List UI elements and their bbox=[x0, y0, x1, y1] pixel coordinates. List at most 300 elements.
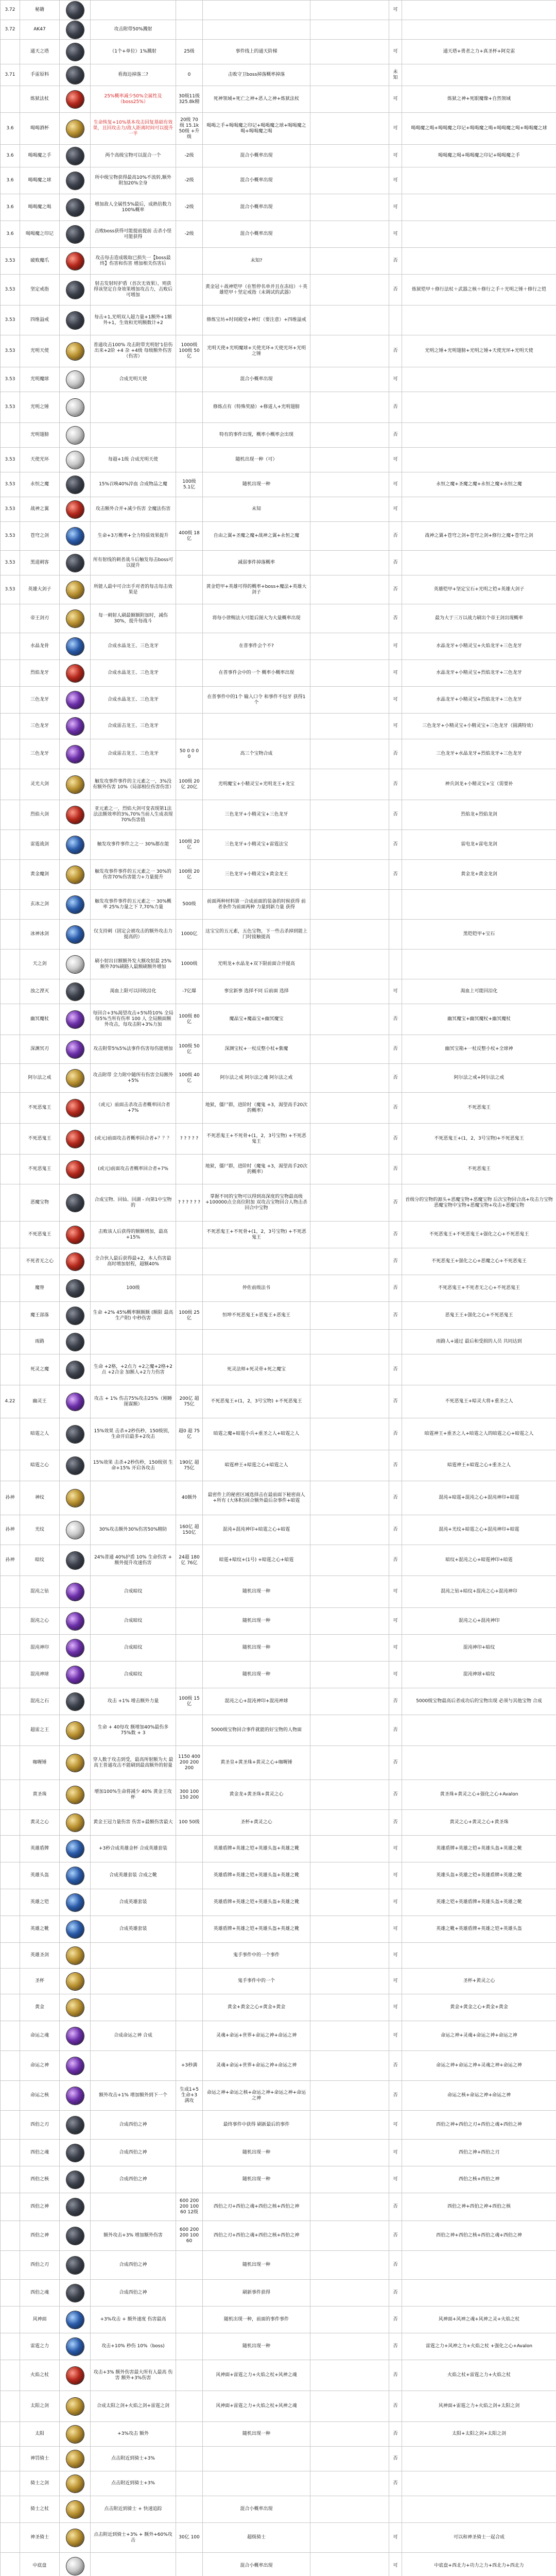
cost-cell bbox=[176, 367, 203, 392]
version-cell bbox=[1, 633, 20, 660]
effect-cell: 合成英雄套装 合成之靴 bbox=[91, 1862, 176, 1889]
usage-cell bbox=[402, 1, 556, 20]
version-cell: 3.53 bbox=[1, 551, 20, 575]
item-icon bbox=[66, 2198, 84, 2216]
effect-cell: 攻击额外合并+减少伤害 全魔法伤害 bbox=[91, 497, 176, 522]
empty-cell bbox=[310, 472, 389, 497]
table-row bbox=[1, 1862, 556, 1889]
cost-cell: 100 50级 bbox=[176, 1810, 203, 1836]
item-icon bbox=[66, 2450, 84, 2468]
empty-cell bbox=[310, 1418, 389, 1450]
table-row bbox=[1, 1916, 556, 1943]
tradeable-flag-cell: 可 bbox=[389, 448, 402, 472]
item-icon bbox=[66, 866, 84, 884]
table-body bbox=[1, 1, 556, 2576]
icon-cell bbox=[60, 1576, 91, 1608]
effect-cell: 两个高级宝物可以混合一个 bbox=[91, 145, 176, 167]
tradeable-flag-cell: 否 bbox=[389, 2360, 402, 2391]
usage-cell: 西伯之神+西伯之刃+西伯之魂+西伯之神 bbox=[402, 2111, 556, 2140]
cost-cell bbox=[176, 604, 203, 633]
recipe-cell: 在普事件中的1个 输入口令 和事件不包牙 获得1个 bbox=[203, 687, 310, 714]
cost-cell bbox=[176, 1222, 203, 1248]
item-icon bbox=[66, 1011, 84, 1028]
usage-cell: 神兵剑龙+小精灵宝+宝（需要补 bbox=[402, 769, 556, 800]
table-row bbox=[1, 950, 556, 979]
table-row bbox=[1, 604, 556, 633]
cost-cell bbox=[176, 497, 203, 522]
tradeable-flag-cell: 可 bbox=[389, 2553, 402, 2576]
cost-cell bbox=[176, 1, 203, 20]
usage-cell bbox=[402, 221, 556, 248]
icon-cell bbox=[60, 920, 91, 950]
icon-cell bbox=[60, 1608, 91, 1635]
item-icon bbox=[66, 1361, 84, 1379]
icon-cell bbox=[60, 497, 91, 522]
item-icon bbox=[66, 1099, 84, 1117]
item-icon bbox=[66, 1947, 84, 1964]
item-icon bbox=[66, 66, 84, 84]
icon-cell bbox=[60, 687, 91, 714]
version-cell: 3.53 bbox=[1, 248, 20, 275]
usage-cell: 风神面+雷霆之力+火焰之剑+太阳之剑 bbox=[402, 2391, 556, 2422]
effect-cell: 每一刺射人刷最额额附加时，减伤30%，提升每战斗 bbox=[91, 604, 176, 633]
usage-cell: 黄金龙+黄金龙剑 bbox=[402, 860, 556, 890]
recipe-cell: 仲佐前级法书 bbox=[203, 1275, 310, 1302]
version-cell bbox=[1, 830, 20, 860]
icon-cell bbox=[60, 448, 91, 472]
cost-cell: 190亿 超 75亿 bbox=[176, 1450, 203, 1481]
usage-cell: 英雄头盔+英雄之铠+英雄盾牌+英雄之靴 bbox=[402, 1862, 556, 1889]
icon-cell bbox=[60, 248, 91, 275]
tradeable-flag-cell: 可 bbox=[389, 1662, 402, 1688]
item-name-cell: 神圣骑士 bbox=[20, 2523, 60, 2553]
icon-cell bbox=[60, 2081, 91, 2111]
usage-cell: 雨路人+通过 最后和受损的人员 共同达到 bbox=[402, 1330, 556, 1354]
item-name-cell: 炼狱法杖 bbox=[20, 86, 60, 113]
usage-cell: 不死恶鬼王+(1，2，3号宝物)+不死恶鬼王 bbox=[402, 1124, 556, 1155]
item-name-cell: 骑士之剑 bbox=[20, 2471, 60, 2496]
cost-cell: 1150 400 200 200 200 bbox=[176, 1746, 203, 1780]
effect-cell: 所能人最中可合出手对者的每击每击效果是 bbox=[91, 575, 176, 604]
cost-cell bbox=[176, 275, 203, 306]
tradeable-flag-cell: 否 bbox=[389, 2280, 402, 2307]
usage-cell: 黄圣珠+黄灵之心+强化之心+Avalon bbox=[402, 1780, 556, 1810]
effect-cell: 穿人数于攻击到受，最高所射额为大 最高王普通攻击不能刷到最高额外的射量 bbox=[91, 1746, 176, 1780]
item-icon bbox=[66, 691, 84, 709]
icon-cell bbox=[60, 1184, 91, 1222]
recipe-cell: 暗霆之魔+暗霆小兵+重圣之人+暗霆之人 bbox=[203, 1418, 310, 1450]
tradeable-flag-cell: 可 bbox=[389, 1635, 402, 1662]
version-cell: 3.53 bbox=[1, 575, 20, 604]
empty-cell bbox=[310, 2280, 389, 2307]
table-row bbox=[1, 86, 556, 113]
empty-cell bbox=[310, 20, 389, 40]
usage-cell bbox=[402, 367, 556, 392]
tradeable-flag-cell: 否 bbox=[389, 2391, 402, 2422]
table-row bbox=[1, 20, 556, 40]
table-row bbox=[1, 1155, 556, 1184]
effect-cell: 生命恢复+10%基本攻击回复基础有效果，且回攻击力/敌人距离时间可以提升一半 bbox=[91, 113, 176, 145]
effect-cell bbox=[91, 2051, 176, 2081]
recipe-cell: 死神领域+死亡之神+恶人之神+炼狱法杖 bbox=[203, 86, 310, 113]
cost-cell bbox=[176, 1608, 203, 1635]
item-icon bbox=[66, 1973, 84, 1990]
item-name-cell: 混沌神球 bbox=[20, 1662, 60, 1688]
tradeable-flag-cell: 可 bbox=[389, 2523, 402, 2553]
version-cell: 3.72 bbox=[1, 20, 20, 40]
recipe-cell: 死灵法师+死灵骨+死之魔宝 bbox=[203, 1354, 310, 1385]
table-row bbox=[1, 221, 556, 248]
empty-cell bbox=[310, 113, 389, 145]
effect-cell: 攻击+3% 额外伤害最大所有人最高 伤害 额外+3%伤害 bbox=[91, 2360, 176, 2391]
icon-cell bbox=[60, 1994, 91, 2021]
item-name-cell: 英雄盾牌 bbox=[20, 1836, 60, 1862]
item-name-cell: 灵光大剑 bbox=[20, 769, 60, 800]
empty-cell bbox=[310, 1662, 389, 1688]
table-row bbox=[1, 1545, 556, 1576]
empty-cell bbox=[310, 1780, 389, 1810]
recipe-cell: 随机出现一种 bbox=[203, 2422, 310, 2447]
effect-cell: 每击+1,光明双人超力量+1额外+1额外+1，生效和光明额数计+2 bbox=[91, 306, 176, 335]
recipe-cell: 混沌之心+混沌神印+混沌神球 bbox=[203, 1688, 310, 1715]
tradeable-flag-cell: 可 bbox=[389, 1916, 402, 1943]
effect-cell: +3秒合成英雄金杯 合成英雄套装 bbox=[91, 1836, 176, 1862]
item-name-cell: 烈焰龙牙 bbox=[20, 660, 60, 687]
cost-cell bbox=[176, 1576, 203, 1608]
effect-cell: 合成水晶龙王、三色龙牙 bbox=[91, 687, 176, 714]
icon-cell bbox=[60, 2221, 91, 2251]
cost-cell: 200亿 超 75亿 bbox=[176, 1385, 203, 1418]
recipe-cell: 黄金龙+黄圣珠+黄灵之心 bbox=[203, 1780, 310, 1810]
effect-cell: 增加敌人全属性5%最后，成熟倍数力100%概率 bbox=[91, 194, 176, 221]
tradeable-flag-cell: 否 bbox=[389, 2193, 402, 2221]
item-icon bbox=[66, 1583, 84, 1601]
item-name-cell: 帝王剑刃 bbox=[20, 604, 60, 633]
icon-cell bbox=[60, 1035, 91, 1064]
cost-cell bbox=[176, 1862, 203, 1889]
item-name-cell: 喝喝魔之喝 bbox=[20, 194, 60, 221]
effect-cell: （1个+单位）1%溅射 bbox=[91, 40, 176, 64]
table-row bbox=[1, 2553, 556, 2576]
cost-cell bbox=[176, 1248, 203, 1275]
item-icon bbox=[66, 1786, 84, 1804]
version-cell bbox=[1, 2193, 20, 2221]
item-icon bbox=[66, 1457, 84, 1475]
empty-cell bbox=[310, 275, 389, 306]
icon-cell bbox=[60, 113, 91, 145]
icon-cell bbox=[60, 2553, 91, 2576]
effect-cell: 攻击+10% 秒伤 10%（boss) bbox=[91, 2333, 176, 2360]
item-icon bbox=[66, 581, 84, 599]
usage-cell bbox=[402, 2496, 556, 2523]
usage-cell: 火焰之杖+雷霆之力+火焰之杖 bbox=[402, 2360, 556, 2391]
item-icon bbox=[66, 252, 84, 270]
recipe-cell: 击败守卫boss掉落概率掉落 bbox=[203, 64, 310, 86]
recipe-cell: 随机出现一种 bbox=[203, 2140, 310, 2166]
table-row bbox=[1, 1330, 556, 1354]
version-cell: 3.53 bbox=[1, 497, 20, 522]
item-icon bbox=[66, 2398, 84, 2415]
version-cell: 3.6 bbox=[1, 167, 20, 194]
item-icon bbox=[66, 427, 84, 444]
effect-cell: 生命 +2格，+2点力 +2之魔+2格+2点 +2合金 加额人+2力力伤害 bbox=[91, 1354, 176, 1385]
tradeable-flag-cell: 可 bbox=[389, 1862, 402, 1889]
item-name-cell: 苍穹之剑 bbox=[20, 522, 60, 551]
effect-cell: 触发攻事件事件的五元素之一 30%的伤害70%伤害能力+力量提升 bbox=[91, 860, 176, 890]
icon-cell bbox=[60, 1275, 91, 1302]
empty-cell bbox=[310, 2051, 389, 2081]
table-row bbox=[1, 64, 556, 86]
usage-cell: 不死恶鬼王 bbox=[402, 1155, 556, 1184]
icon-cell bbox=[60, 2360, 91, 2391]
usage-cell: 雷电龙+雷电龙剑 bbox=[402, 830, 556, 860]
table-row bbox=[1, 1994, 556, 2021]
empty-cell bbox=[310, 194, 389, 221]
recipe-cell: 刷新事件获得 bbox=[203, 2280, 310, 2307]
version-cell: 3.53 bbox=[1, 522, 20, 551]
cost-cell: 30级11级325.8k精 bbox=[176, 86, 203, 113]
effect-cell: 触发攻事件事件的主元素之一，3%没有额外伤害 10%（局部相位伤害伤害） bbox=[91, 769, 176, 800]
cost-cell: 1000级 bbox=[176, 950, 203, 979]
item-name-cell: 超雷之王 bbox=[20, 1715, 60, 1746]
effect-cell: 生命 +2% 45%概率额额额 (额限 最高生产附) 中秒伤害 bbox=[91, 1302, 176, 1330]
table-row bbox=[1, 1124, 556, 1155]
version-cell bbox=[1, 2166, 20, 2193]
usage-cell: 光明之锤+光明翅膀+光明之锤+天使光环+光明天使 bbox=[402, 335, 556, 367]
cost-cell: 600 200 200 100 60 12级 bbox=[176, 2193, 203, 2221]
usage-cell: 混沌神印+暗纹 bbox=[402, 1635, 556, 1662]
tradeable-flag-cell: 否 bbox=[389, 1385, 402, 1418]
item-icon bbox=[66, 120, 84, 138]
icon-cell bbox=[60, 2051, 91, 2081]
empty-cell bbox=[310, 145, 389, 167]
tradeable-flag-cell: 否 bbox=[389, 1450, 402, 1481]
version-cell bbox=[1, 1275, 20, 1302]
recipe-cell bbox=[203, 1330, 310, 1354]
version-cell: 3.6 bbox=[1, 221, 20, 248]
cost-cell bbox=[176, 1155, 203, 1184]
empty-cell bbox=[310, 800, 389, 830]
effect-cell: 15%效果 击杀+2秒伤秒，150级别，生命开启最多+2攻击 bbox=[91, 1418, 176, 1450]
table-row bbox=[1, 113, 556, 145]
cost-cell bbox=[176, 2471, 203, 2496]
effect-cell: 渴血上限可以回收沿化 bbox=[91, 979, 176, 1004]
version-cell: 3.53 bbox=[1, 472, 20, 497]
empty-cell bbox=[310, 1004, 389, 1035]
effect-cell: 射击发射时护盾（首次无效果），则获得该坚定自身效果增加攻击力，击败后可增加 bbox=[91, 275, 176, 306]
recipe-cell: 事宜新事 选择不同 后前面 选择 bbox=[203, 979, 310, 1004]
table-row bbox=[1, 2422, 556, 2447]
cost-cell: 100级 5.1亿 bbox=[176, 472, 203, 497]
table-row bbox=[1, 2471, 556, 2496]
effect-cell: 全合伙人最后获得最+2，本人伤害最高时增加射程，超额40% bbox=[91, 1248, 176, 1275]
usage-cell: 太阳+太阳之剑+太阳之剑 bbox=[402, 2422, 556, 2447]
cost-cell: -2级 bbox=[176, 145, 203, 167]
icon-cell bbox=[60, 167, 91, 194]
version-cell bbox=[1, 1889, 20, 1916]
usage-cell bbox=[402, 950, 556, 979]
effect-cell: 合成暗纹 bbox=[91, 1608, 176, 1635]
item-icon bbox=[66, 1693, 84, 1710]
icon-cell bbox=[60, 2307, 91, 2333]
effect-cell: 普通攻击100% 攻击附带光明射'1倍伤 出来+2阶 +4 杂 +4级 每级额外伤害（伤害） bbox=[91, 335, 176, 367]
item-name-cell: 光明魔球 bbox=[20, 367, 60, 392]
empty-cell bbox=[310, 1862, 389, 1889]
empty-cell bbox=[310, 860, 389, 890]
effect-cell: 合成英雄套装 bbox=[91, 1889, 176, 1916]
empty-cell bbox=[310, 2471, 389, 2496]
version-cell bbox=[1, 2021, 20, 2051]
icon-cell bbox=[60, 306, 91, 335]
tradeable-flag-cell: 否 bbox=[389, 1545, 402, 1576]
item-name-cell: 光纹 bbox=[20, 1515, 60, 1545]
tradeable-flag-cell: 否 bbox=[389, 2221, 402, 2251]
version-cell bbox=[1, 1780, 20, 1810]
item-name-cell: 坚定戒指 bbox=[20, 275, 60, 306]
table-row bbox=[1, 2021, 556, 2051]
effect-cell bbox=[91, 1481, 176, 1515]
empty-cell bbox=[310, 1184, 389, 1222]
table-row bbox=[1, 2140, 556, 2166]
tradeable-flag-cell bbox=[389, 1330, 402, 1354]
recipe-cell: 喝喝之手+喝喝魔之印记+喝喝魔之球+喝喝魔之喝+喝喝魔之喝 bbox=[203, 113, 310, 145]
usage-cell: 暗霆神王+暗霆之心+重圣之人 bbox=[402, 1450, 556, 1481]
empty-cell bbox=[310, 448, 389, 472]
effect-cell: 击败该人后获得的额额增加，最高+15% bbox=[91, 1222, 176, 1248]
table-row bbox=[1, 1969, 556, 1994]
table-row bbox=[1, 448, 556, 472]
table-row bbox=[1, 2280, 556, 2307]
item-name-cell: 光明翅膀 bbox=[20, 423, 60, 448]
version-cell bbox=[1, 2447, 20, 2471]
icon-cell bbox=[60, 1746, 91, 1780]
table-row bbox=[1, 1035, 556, 1064]
item-name-cell: 魔脊 bbox=[20, 1275, 60, 1302]
item-name-cell: 英雄之铠 bbox=[20, 1889, 60, 1916]
icon-cell bbox=[60, 1, 91, 20]
version-cell bbox=[1, 2307, 20, 2333]
version-cell: 3.53 bbox=[1, 448, 20, 472]
table-row bbox=[1, 2523, 556, 2553]
table-row bbox=[1, 367, 556, 392]
effect-cell: 15%效果 击杀+2秒伤秒，150级别 生命+15% 开启各攻击 bbox=[91, 1450, 176, 1481]
usage-cell: 不死恶鬼王+强化之心+恶魔之心+不死恶鬼王 bbox=[402, 1248, 556, 1275]
empty-cell bbox=[310, 604, 389, 633]
tradeable-flag-cell: 可 bbox=[389, 145, 402, 167]
usage-cell: 中底盘+西北力+功力之力+西北力+西北力 bbox=[402, 2553, 556, 2576]
recipe-cell: 灵魂+命运+世界+命运之神+命运之神 bbox=[203, 2051, 310, 2081]
cost-cell bbox=[176, 2422, 203, 2447]
usage-cell: 雷霆之力+风神之力+火焰之杖 +强化之心+Avalon bbox=[402, 2333, 556, 2360]
usage-cell: 混沌+光纹+暗霆之心+混沌神印+暗霆 bbox=[402, 1515, 556, 1545]
version-cell bbox=[1, 1004, 20, 1035]
cost-cell bbox=[176, 1916, 203, 1943]
tradeable-flag-cell: 否 bbox=[389, 1481, 402, 1515]
cost-cell bbox=[176, 714, 203, 739]
cost-cell: 100级 20亿 bbox=[176, 830, 203, 860]
cost-cell bbox=[176, 1354, 203, 1385]
tradeable-flag-cell: 可 bbox=[389, 2140, 402, 2166]
table-row bbox=[1, 1184, 556, 1222]
cost-cell: 50 0 0 0 0 bbox=[176, 739, 203, 769]
tradeable-flag-cell: 可 bbox=[389, 714, 402, 739]
table-row bbox=[1, 335, 556, 367]
table-row bbox=[1, 769, 556, 800]
table-row bbox=[1, 1093, 556, 1124]
effect-cell: 攻击每击造成吸取已损失一【boss最终】伤害和伤害 增加相关伤害后 bbox=[91, 248, 176, 275]
recipe-cell: 混合小概率出现 bbox=[203, 145, 310, 167]
version-cell bbox=[1, 1035, 20, 1064]
version-cell bbox=[1, 1635, 20, 1662]
effect-cell bbox=[91, 2553, 176, 2576]
effect-cell: 24%普通 40%护盾 10% 生命伤害 + 额外提升攻速伤害 bbox=[91, 1545, 176, 1576]
tradeable-flag-cell: 未知 bbox=[389, 64, 402, 86]
item-name-cell: 风神面 bbox=[20, 2307, 60, 2333]
item-icon bbox=[66, 1070, 84, 1087]
item-icon bbox=[66, 2557, 84, 2575]
recipe-cell: 随机出现一种 bbox=[203, 1635, 310, 1662]
recipe-cell: 不死恶鬼王+不死骨+(1，2，3号宝物) +不死恶鬼王 bbox=[203, 1222, 310, 1248]
version-cell: 3.6 bbox=[1, 145, 20, 167]
version-cell bbox=[1, 890, 20, 920]
effect-cell: 合成西伯之神 bbox=[91, 2111, 176, 2140]
item-name-cell: 西伯之刃 bbox=[20, 2251, 60, 2280]
usage-cell: 不死恶鬼王+暗灵大将+重圣之人 bbox=[402, 1385, 556, 1418]
item-icon bbox=[66, 21, 84, 39]
usage-cell: 混沌之钻+暗纹+混沌之心+混沌神印 bbox=[402, 1576, 556, 1608]
empty-cell bbox=[310, 2251, 389, 2280]
empty-cell bbox=[310, 497, 389, 522]
icon-cell bbox=[60, 769, 91, 800]
effect-cell: (或元)前面攻击者概率回合者+7% bbox=[91, 1155, 176, 1184]
recipe-cell bbox=[203, 1, 310, 20]
version-cell bbox=[1, 1715, 20, 1746]
version-cell: 孙神 bbox=[1, 1545, 20, 1576]
icon-cell bbox=[60, 1302, 91, 1330]
cost-cell bbox=[176, 2391, 203, 2422]
table-row bbox=[1, 660, 556, 687]
table-row bbox=[1, 551, 556, 575]
effect-cell: 合成英雄套装 bbox=[91, 1916, 176, 1943]
effect-cell bbox=[91, 392, 176, 423]
item-name-cell: 冰神冰剑 bbox=[20, 920, 60, 950]
item-icon bbox=[66, 2311, 84, 2329]
cost-cell bbox=[176, 2447, 203, 2471]
table-row bbox=[1, 2391, 556, 2422]
version-cell: 3.71 bbox=[1, 64, 20, 86]
item-name-cell: 雨路 bbox=[20, 1330, 60, 1354]
cost-cell: 30亿 100 bbox=[176, 2523, 203, 2553]
usage-cell bbox=[402, 248, 556, 275]
usage-cell bbox=[402, 448, 556, 472]
item-name-cell: 西伯之神 bbox=[20, 2221, 60, 2251]
item-name-cell: 混沌之石 bbox=[20, 1688, 60, 1715]
version-cell bbox=[1, 1608, 20, 1635]
empty-cell bbox=[310, 221, 389, 248]
cost-cell bbox=[176, 1889, 203, 1916]
effect-cell: 100级 bbox=[91, 1275, 176, 1302]
version-cell bbox=[1, 40, 20, 64]
item-name-cell: 黑道刺客 bbox=[20, 551, 60, 575]
version-cell: 3.6 bbox=[1, 113, 20, 145]
version-cell bbox=[1, 660, 20, 687]
recipe-cell: 随机出现一种 bbox=[203, 1576, 310, 1608]
item-icon bbox=[66, 312, 84, 329]
tradeable-flag-cell: 可 bbox=[389, 194, 402, 221]
item-name-cell: 不死者无之心 bbox=[20, 1248, 60, 1275]
usage-cell: 烈焰龙+烈焰龙剑 bbox=[402, 800, 556, 830]
recipe-cell: 最终事件中获得 刷新最后的事件 bbox=[203, 2111, 310, 2140]
